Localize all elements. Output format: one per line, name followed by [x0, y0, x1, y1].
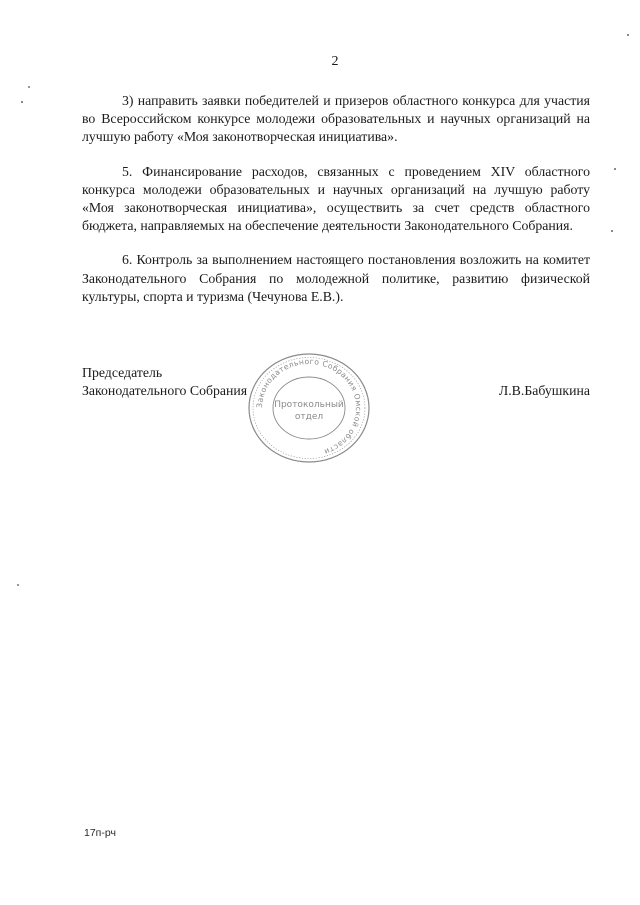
paragraph-control: 6. Контроль за выполнением настоящего постановления возложить на комитет Законодательного Собрания по молодежной политике, развитию физической культуры, спорта и туризма (Чечунова Е.В.). [82, 252, 590, 304]
stamp-center-line1: Протокольный [274, 400, 344, 410]
signatory-name: Л.В.Бабушкина [498, 383, 590, 399]
official-stamp [245, 352, 373, 464]
signatory-title-line1: Председатель [82, 365, 163, 380]
page-number: 2 [331, 54, 339, 69]
paragraph-item-3: 3) направить заявки победителей и призеров областного конкурса для участия во Всероссийском конкурсе молодежи образовательных и научных организаций на лучшую работу «Моя законотворческая инициатива». [82, 93, 590, 145]
scan-speck [627, 34, 629, 36]
stamp-outer-text: Законодательного Собрания Омской области [254, 356, 364, 457]
scan-speck [614, 168, 616, 170]
scan-speck [611, 230, 613, 232]
scan-speck [21, 101, 23, 103]
paragraph-financing: 5. Финансирование расходов, связанных с проведением XIV областного конкурса молодежи образовательных и научных организаций на лучшую работу «Моя законотворческая инициатива», осуществить за счет средств областного бюджета, направляемых на обеспечение деятельности Законодательного Собрания. [82, 163, 590, 234]
document-body [82, 92, 590, 322]
signatory-title-line2: Законодательного Собрания [82, 383, 248, 399]
document-code: 17п-рч [84, 827, 116, 839]
scan-speck [28, 86, 30, 88]
stamp-center-line2: отдел [294, 412, 324, 422]
scan-speck [17, 584, 19, 586]
